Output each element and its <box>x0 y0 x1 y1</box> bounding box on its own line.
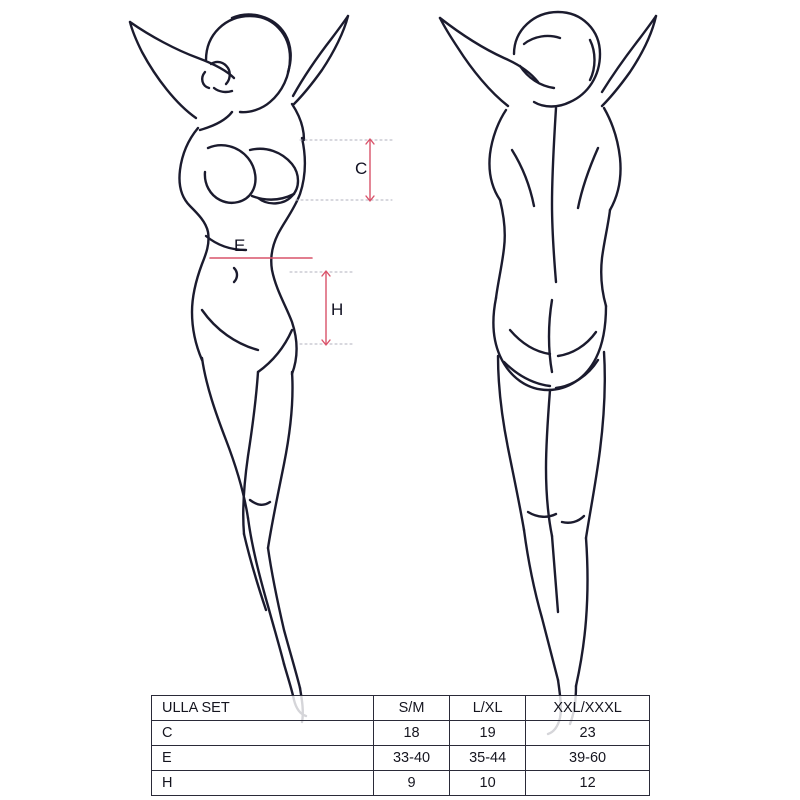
size-table <box>151 695 650 796</box>
measurement-label-c: C <box>355 159 368 178</box>
table-header-size-sm: S/M <box>374 696 450 721</box>
row-label-e: E <box>152 746 374 771</box>
cell-h-lxl: 10 <box>450 771 526 796</box>
row-label-c: C <box>152 721 374 746</box>
cell-e-lxl: 35-44 <box>450 746 526 771</box>
front-view-female-silhouette <box>130 15 348 722</box>
measurement-label-h: H <box>331 300 344 319</box>
cell-e-xxl: 39-60 <box>526 746 650 771</box>
cell-h-sm: 9 <box>374 771 450 796</box>
table-header-row <box>152 696 650 721</box>
table-header-size-xxl: XXL/XXXL <box>526 696 650 721</box>
cell-c-xxl: 23 <box>526 721 650 746</box>
cell-c-sm: 18 <box>374 721 450 746</box>
row-label-h: H <box>152 771 374 796</box>
table-row <box>152 746 650 771</box>
table-row <box>152 771 650 796</box>
cell-c-lxl: 19 <box>450 721 526 746</box>
measurement-label-e: E <box>234 236 246 255</box>
table-header-product: ULLA SET <box>152 696 374 721</box>
table-row <box>152 721 650 746</box>
cell-e-sm: 33-40 <box>374 746 450 771</box>
cell-h-xxl: 12 <box>526 771 650 796</box>
table-header-size-lxl: L/XL <box>450 696 526 721</box>
back-view-female-silhouette <box>440 12 656 734</box>
